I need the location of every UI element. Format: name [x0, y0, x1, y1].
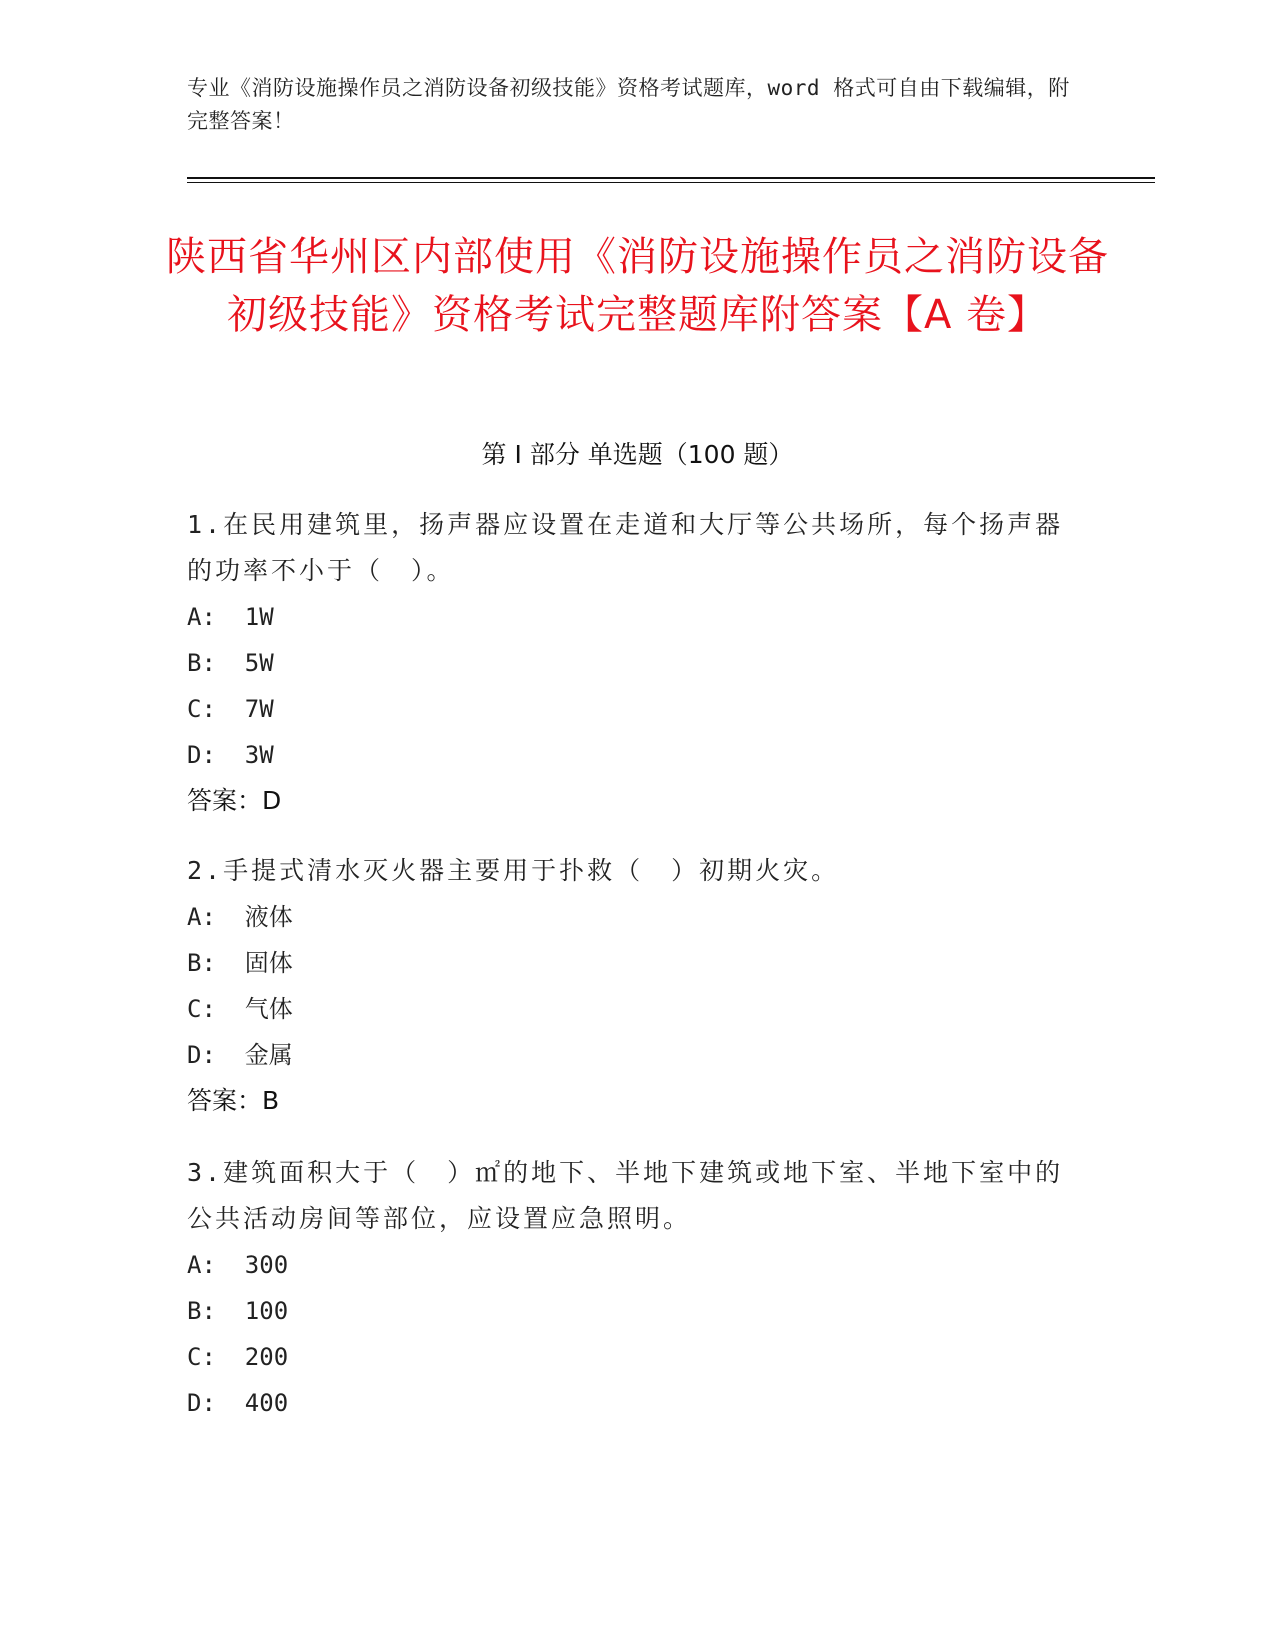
option-b: B: 100	[187, 1297, 289, 1325]
option-a: A: 300	[187, 1251, 289, 1279]
question-stem: 2.手提式清水灭火器主要用于扑救（ ）初期火灾。	[187, 856, 840, 885]
question-2	[187, 848, 1067, 1124]
question-stem: 1.在民用建筑里，扬声器应设置在走道和大厅等公共场所，每个扬声器的功率不小于（ ）。	[187, 510, 1064, 585]
header-note: 专业《消防设施操作员之消防设备初级技能》资格考试题库，word 格式可自由下载编辑，附完整答案！	[187, 76, 1070, 133]
document-title: 陕西省华州区内部使用《消防设施操作员之消防设备初级技能》资格考试完整题库附答案【A 卷】	[166, 234, 1109, 338]
question-stem: 3.建筑面积大于（ ）㎡的地下、半地下建筑或地下室、半地下室中的公共活动房间等部位，应设置应急照明。	[187, 1158, 1064, 1233]
option-d: D: 400	[187, 1389, 289, 1417]
answer-line: 答案：D	[187, 786, 282, 815]
option-b: B: 固体	[187, 949, 293, 977]
question-3	[187, 1150, 1067, 1426]
answer-line: 答案：B	[187, 1086, 280, 1115]
option-a: A: 1W	[187, 603, 274, 631]
question-1	[187, 502, 1067, 824]
option-c: C: 气体	[187, 995, 293, 1023]
header-rule-thin	[187, 182, 1155, 183]
section-title: 第 I 部分 单选题（100 题）	[481, 440, 794, 469]
option-a: A: 液体	[187, 903, 293, 931]
option-d: D: 3W	[187, 741, 274, 769]
option-b: B: 5W	[187, 649, 274, 677]
option-c: C: 7W	[187, 695, 274, 723]
header-rule-thick	[187, 177, 1155, 179]
option-c: C: 200	[187, 1343, 289, 1371]
option-d: D: 金属	[187, 1041, 293, 1069]
